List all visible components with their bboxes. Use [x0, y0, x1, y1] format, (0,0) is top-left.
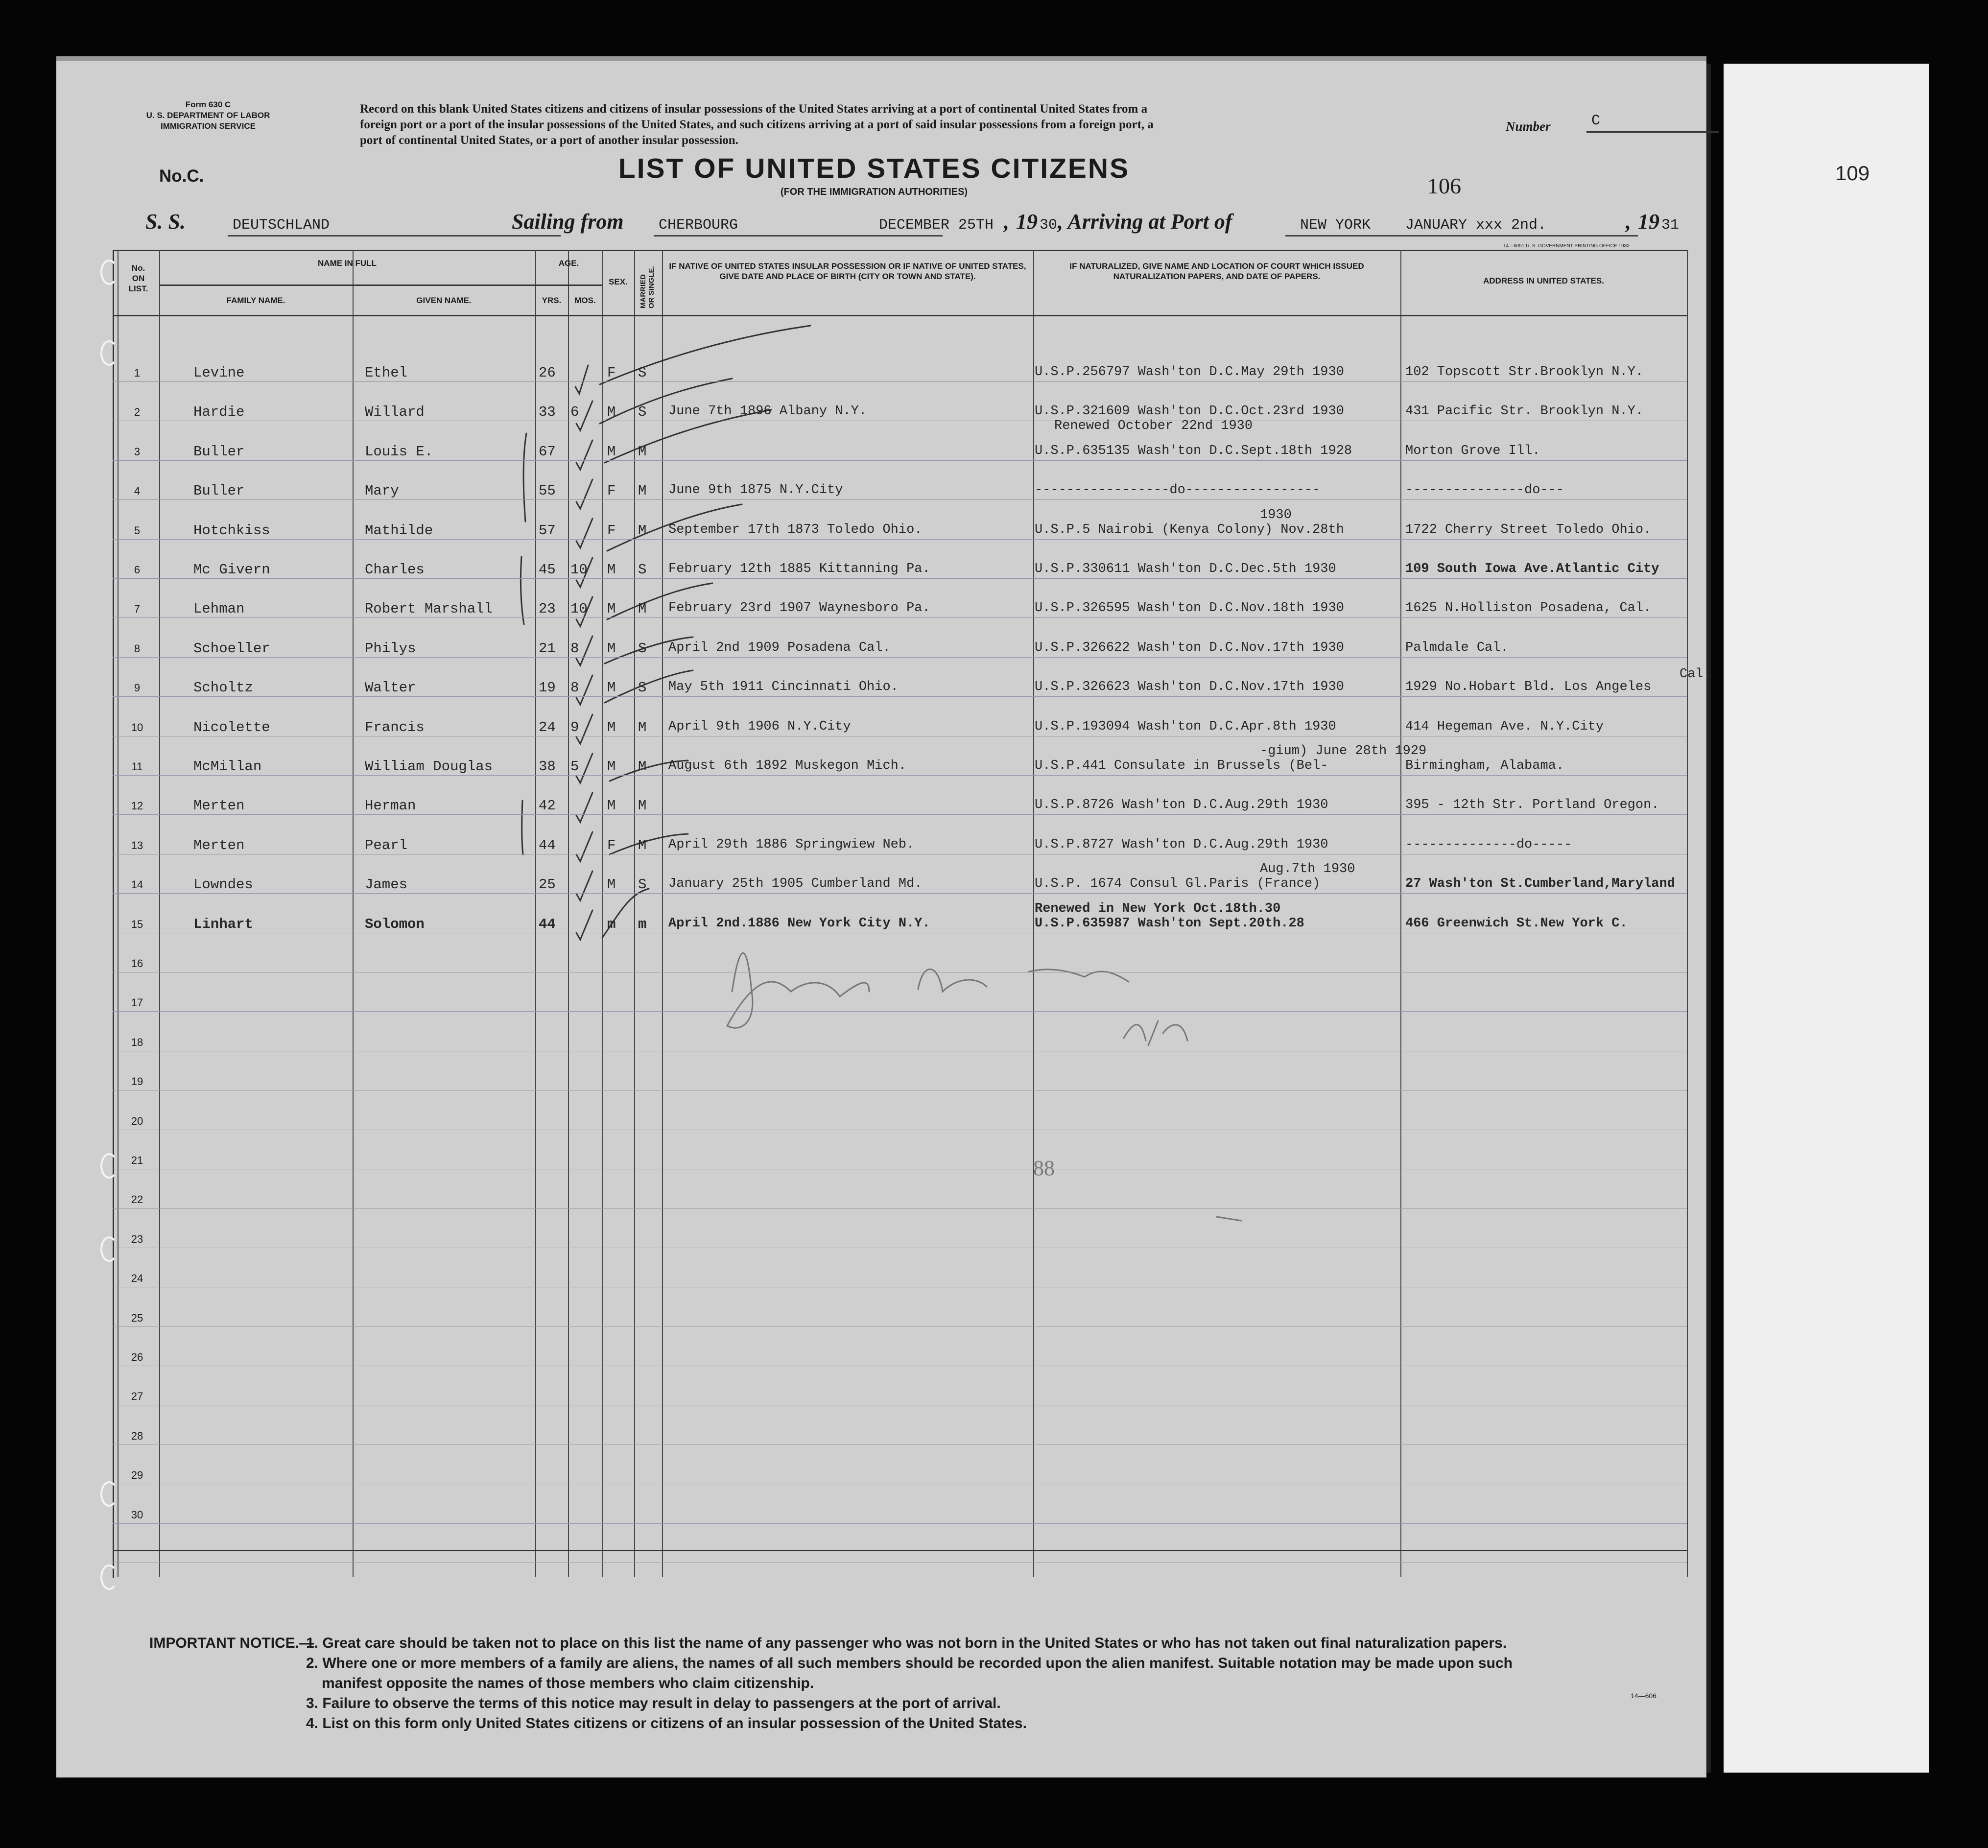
row-number: 25	[131, 1311, 143, 1324]
birth-info: April 29th 1886 Springwiew Neb.	[668, 837, 915, 852]
family-name: Linhart	[193, 916, 253, 932]
given-name: James	[365, 877, 408, 893]
row-number: 24	[131, 1272, 143, 1285]
arrive-year: 31	[1661, 217, 1680, 234]
age-years: 26	[539, 365, 556, 381]
number-label: Number	[1506, 119, 1551, 134]
sex: F	[607, 837, 616, 853]
marital-status: M	[638, 758, 647, 775]
given-name: William Douglas	[365, 758, 493, 775]
sex: M	[607, 719, 616, 735]
age-years: 67	[539, 443, 556, 460]
birth-info: June 7th 1896 Albany N.Y.	[668, 404, 867, 419]
naturalization-info: U.S.P.8726 Wash'ton D.C.Aug.29th 1930	[1035, 798, 1328, 813]
ss-label: S. S.	[145, 210, 186, 234]
depart-year: 30	[1040, 217, 1058, 234]
birth-info: September 17th 1873 Toledo Ohio.	[668, 522, 923, 537]
ruled-line	[113, 460, 1687, 461]
address: 1625 N.Holliston Posadena, Cal.	[1405, 601, 1652, 616]
address: 431 Pacific Str. Brooklyn N.Y.	[1405, 404, 1644, 419]
arriving-label: , Arriving at Port of	[1058, 210, 1232, 234]
row-number: 21	[131, 1154, 143, 1166]
age-years: 44	[539, 916, 556, 932]
naturalization-note: Aug.7th 1930	[1260, 862, 1355, 877]
given-name: Philys	[365, 640, 416, 657]
sex: M	[607, 680, 616, 696]
naturalization-info: U.S.P.321609 Wash'ton D.C.Oct.23rd 1930	[1035, 404, 1344, 419]
age-months: 8	[570, 680, 579, 696]
col-birth: IF NATIVE OF UNITED STATES INSULAR POSSESSION OR IF NATIVE OF UNITED STATES, GIVE DATE AND PLACE OF BIRTH (CITY OR TOWN AND STATE).	[669, 261, 1026, 281]
row-number: 12	[131, 800, 143, 812]
depart-date: DECEMBER 25TH	[879, 217, 994, 234]
sailing-from-label: Sailing from	[512, 210, 624, 234]
page-edge	[1707, 64, 1711, 1773]
family-name: Nicolette	[193, 719, 270, 735]
binder-hole	[100, 260, 118, 285]
row-number: 29	[131, 1469, 143, 1482]
row-number: 16	[131, 957, 143, 970]
marital-status: M	[638, 483, 647, 499]
ruled-line	[113, 893, 1687, 894]
row-number: 8	[134, 642, 141, 655]
arrive-date: JANUARY xxx 2nd.	[1405, 217, 1547, 234]
binder-hole	[100, 1481, 118, 1507]
marital-status: M	[638, 601, 647, 617]
birth-info: May 5th 1911 Cincinnati Ohio.	[668, 680, 899, 695]
page-number: 106	[1427, 173, 1461, 198]
port-from: CHERBOURG	[659, 217, 738, 234]
ruled-line	[113, 1011, 1687, 1012]
ruled-line	[113, 657, 1687, 658]
address: 102 Topscott Str.Brooklyn N.Y.	[1405, 365, 1644, 379]
marital-status: M	[638, 443, 647, 460]
sex: F	[607, 483, 616, 499]
naturalization-info: U.S.P.635987 Wash'ton Sept.20th.28	[1035, 916, 1304, 931]
family-name: Hardie	[193, 404, 245, 421]
address-note: Cal.	[1680, 667, 1711, 682]
row-number: 6	[134, 564, 141, 576]
margin-mark: 88	[1033, 1156, 1055, 1180]
col-mos: MOS.	[574, 296, 596, 305]
naturalization-info: -----------------do-----------------	[1035, 483, 1321, 498]
row-number: 15	[131, 918, 143, 930]
row-number: 30	[131, 1508, 143, 1521]
age-years: 57	[539, 522, 556, 539]
ruled-line	[113, 696, 1687, 697]
address: 1722 Cherry Street Toledo Ohio.	[1405, 522, 1652, 537]
naturalization-info: U.S.P. 1674 Consul Gl.Paris (France)	[1035, 877, 1321, 892]
address: --------------do-----	[1405, 837, 1572, 852]
ruled-line	[113, 1523, 1687, 1524]
family-name: Levine	[193, 365, 245, 381]
marital-status: S	[638, 404, 647, 421]
row-number: 11	[131, 760, 143, 773]
naturalization-info: U.S.P.256797 Wash'ton D.C.May 29th 1930	[1035, 365, 1344, 379]
naturalization-info: U.S.P.326622 Wash'ton D.C.Nov.17th 1930	[1035, 640, 1344, 655]
row-number: 17	[131, 996, 143, 1009]
age-years: 44	[539, 837, 556, 853]
marital-status: m	[638, 916, 647, 932]
marital-status: M	[638, 522, 647, 539]
family-name: Buller	[193, 443, 245, 460]
row-number: 5	[134, 524, 141, 537]
address: ---------------do---	[1405, 483, 1564, 498]
sex: F	[607, 365, 616, 381]
col-yrs: YRS.	[542, 296, 562, 305]
marital-status: M	[638, 798, 647, 814]
family-name: Merten	[193, 798, 245, 814]
address: 395 - 12th Str. Portland Oregon.	[1405, 798, 1659, 813]
col-no: No. ON LIST.	[128, 263, 148, 293]
number-value: C	[1591, 113, 1601, 129]
form-instructions: Record on this blank United States citizens and citizens of insular possessions of the United States arriving at a port of continental United States from a foreign port or a port of the insular possessions of the United States, and such citizens arriving at a port of said insular possessions from a foreign port, a port of continental United States, or a port of another insular possession.	[360, 102, 1154, 147]
address: 109 South Iowa Ave.Atlantic City	[1405, 562, 1659, 576]
marital-status: S	[638, 365, 647, 381]
family-name: Scholtz	[193, 680, 253, 696]
col-address: ADDRESS IN UNITED STATES.	[1483, 276, 1604, 285]
marital-status: S	[638, 640, 647, 657]
address: Palmdale Cal.	[1405, 640, 1509, 655]
age-years: 23	[539, 601, 556, 617]
sex: M	[607, 758, 616, 775]
col-given-name: GIVEN NAME.	[416, 296, 472, 305]
row-number: 13	[131, 839, 143, 852]
given-name: Louis E.	[365, 443, 433, 460]
sex: F	[607, 522, 616, 539]
birth-info: April 2nd 1909 Posadena Cal.	[668, 640, 891, 655]
naturalization-renewal: Renewed October 22nd 1930	[1054, 419, 1253, 434]
row-number: 27	[131, 1390, 143, 1403]
age-years: 55	[539, 483, 556, 499]
naturalization-info: U.S.P.326623 Wash'ton D.C.Nov.17th 1930	[1035, 680, 1344, 695]
form-identifier: Form 630 C U. S. DEPARTMENT OF LABOR IMMIGRATION SERVICE	[146, 100, 270, 131]
age-years: 24	[539, 719, 556, 735]
row-number: 2	[134, 406, 141, 419]
sex: M	[607, 798, 616, 814]
port-to: NEW YORK	[1300, 217, 1371, 234]
given-name: Herman	[365, 798, 416, 814]
marital-status: S	[638, 877, 647, 893]
col-naturalized: IF NATURALIZED, GIVE NAME AND LOCATION OF COURT WHICH ISSUED NATURALIZATION PAPERS, AND DATE OF PAPERS.	[1069, 261, 1364, 281]
birth-info: April 2nd.1886 New York City N.Y.	[668, 916, 930, 931]
age-months: 10	[570, 601, 588, 617]
manifest-sheet: Form 630 C U. S. DEPARTMENT OF LABOR IMMIGRATION SERVICE Record on this blank United States citizens and citizens of insular possessions of the United States arriving at a port of continental United States from a foreign port or a port of the insular possessions of the United States, and such citizens arriving at a port of said insular possessions from a foreign port, a port of continental United States, or a port of another insular possession. Number C No.C. LIST OF UNITED STATES CITIZENS (FOR THE IMMIGRATION AUTHORITIES) 106 S. S. DEUTSCHLAND Sailing from CHERBOURG DECEMBER 25TH , 19 30 , Arriving at Port of NEW YORK JANUARY xxx 2nd. , 19 31 14—6051 U. S. GOVERNMENT PRINTING OFFICE 1930 No. ON LIST. NAME IN FULL FAMILY NAME. GIVEN NAME. AGE. YRS. MOS. SEX. MARRIED OR SINGLE. IF NATIVE OF UNITED STATES INSULAR POSSESSION OR IF NATIVE OF UNITED STATES, GIVE DATE AND PLACE OF BIRTH (CITY OR TOWN AND STATE). IF NATURALIZED, GIVE NAME AND LOCATION OF COURT WHICH ISSUED NATURALIZATION PAPERS, AND DATE OF PAPERS. ADDRESS IN UNITED STATES. 88 IMPORTANT NOTICE.— 1. Great care should be taken not to place on this list the name of any passenger who was not born in the United States or who has not taken out final naturalization papers. 2. Where one or more members of a family are aliens, the names of all such members should be recorded upon the alien manifest. Suitable notation may be made upon such manifest opposite the names of those members who claim citizenship. 3. Failure to observe the terms of this notice may result in delay to passengers at the port of arrival. 4. List on this form only United States citizens or citizens of an insular possession of the United States. 14—606 1 Levine Ethel 26 F S U.S.P.256797 Wash'ton D.C.May 29th 1930 102 Topscott Str.Brooklyn N.Y. 2 Hardie Willard 33 6 M S June 7th 1896 Albany N.Y. U.S.P.321609 Wash'ton D.C.Oct.23rd 1930 Renewed October 22nd 1930 431 Pacific Str. Brooklyn N.Y. 3 Buller Louis E. 67 M M U.S.P.635135 Wash'ton D.C.Sept.18th 1928 Morton Grove Ill. 4 Buller Mary 55 F M June 9th 1875 N.Y.City -----------------do----------------- ---------------do--- 5 Hotchkiss Mathilde 57 F M September 17th 1873 Toledo Ohio. U.S.P.5 Nairobi (Kenya Colony) Nov.28th 1930 1722 Cherry Street Toledo Ohio. 6 Mc Givern Charles 45 10 M S February 12th 1885 Kittanning Pa. U.S.P.330611 Wash'ton D.C.Dec.5th 1930 109 South Iowa Ave.Atlantic City 7 Lehman Robert Marshall 23 10 M M February 23rd 1907 Waynesboro Pa. U.S.P.326595 Wash'ton D.C.Nov.18th 1930 1625 N.Holliston Posadena, Cal. 8 Schoeller Philys 21 8 M S April 2nd 1909 Posadena Cal. U.S.P.326622 Wash'ton D.C.Nov.17th 1930 Palmdale Cal. 9 Scholtz Walter 19 8 M S May 5th 1911 Cincinnati Ohio. U.S.P.326623 Wash'ton D.C.Nov.17th 1930 1929 No.Hobart Bld. Los Angeles Cal. 10 Nicolette Francis 24 9 M M April 9th 1906 N.Y.City U.S.P.193094 Wash'ton D.C.Apr.8th 1930 414 Hegeman Ave. N.Y.City 11 McMillan William Douglas 38 5 M M August 6th 1892 Muskegon Mich. U.S.P.441 Consulate in Brussels (Bel- -gium) June 28th 1929 Birmingham, Alabama. 12 Merten Herman 42 M M U.S.P.8726 Wash'ton D.C.Aug.29th 1930 395 - 12th Str. Portland Oregon. 13 Merten Pearl 44 F M April 29th 1886 Springwiew Neb. U.S.P.8727 Wash'ton D.C.Aug.29th 1930 --------------do----- 14 Lowndes James 25 M S January 25th 1905 Cumberland Md. U.S.P. 1674 Consul Gl.Paris (France) Aug.7th 1930 27 Wash'ton St.Cumberland,Maryland 15 Linhart Solomon 44 m m April 2nd.1886 New York City N.Y. U.S.P.635987 Wash'ton Sept.20th.28 Renewed in New York Oct.18th.30 466 Greenwich St.New York C. 16 17 18 19 20 21 22 23 24 25 26 27 28 29 30	[56, 56, 1706, 1777]
age-months: 5	[570, 758, 579, 775]
naturalization-info: U.S.P.326595 Wash'ton D.C.Nov.18th 1930	[1035, 601, 1344, 616]
row-number: 9	[134, 682, 141, 694]
row-number: 1	[134, 367, 141, 379]
given-name: Willard	[365, 404, 425, 421]
family-name: Merten	[193, 837, 245, 853]
birth-info: August 6th 1892 Muskegon Mich.	[668, 758, 907, 773]
given-name: Robert Marshall	[365, 601, 493, 617]
print-code: 14—606	[1631, 1692, 1657, 1700]
row-number: 22	[131, 1193, 143, 1206]
page-title: LIST OF UNITED STATES CITIZENS	[618, 153, 1130, 184]
binder-hole	[100, 340, 118, 366]
sex: M	[607, 640, 616, 657]
marital-status: M	[638, 719, 647, 735]
col-sex: SEX.	[609, 277, 628, 286]
binder-hole	[100, 1236, 118, 1262]
row-number: 10	[131, 721, 143, 734]
given-name: Solomon	[365, 916, 425, 932]
given-name: Mathilde	[365, 522, 433, 539]
birth-info: June 9th 1875 N.Y.City	[668, 483, 843, 498]
age-years: 33	[539, 404, 556, 421]
family-name: Lehman	[193, 601, 245, 617]
sex: M	[607, 877, 616, 893]
row-number: 3	[134, 445, 141, 458]
address: Morton Grove Ill.	[1405, 443, 1540, 458]
age-months: 8	[570, 640, 579, 657]
age-years: 42	[539, 798, 556, 814]
age-years: 19	[539, 680, 556, 696]
col-family-name: FAMILY NAME.	[226, 296, 285, 305]
age-years: 38	[539, 758, 556, 775]
ruled-line	[113, 814, 1687, 815]
naturalization-note: Renewed in New York Oct.18th.30	[1035, 901, 1281, 916]
birth-info: January 25th 1905 Cumberland Md.	[668, 877, 923, 892]
address: Birmingham, Alabama.	[1405, 758, 1564, 773]
given-name: Pearl	[365, 837, 408, 853]
edge-page-number: 109	[1835, 162, 1870, 185]
sex: M	[607, 562, 616, 578]
birth-info: February 12th 1885 Kittanning Pa.	[668, 562, 930, 576]
address: 1929 No.Hobart Bld. Los Angeles	[1405, 680, 1652, 695]
ruled-line	[113, 775, 1687, 776]
family-name: Mc Givern	[193, 562, 270, 578]
row-number: 19	[131, 1075, 143, 1088]
col-married-or-single: MARRIED OR SINGLE.	[639, 266, 656, 308]
address: 414 Hegeman Ave. N.Y.City	[1405, 719, 1604, 734]
sex: M	[607, 443, 616, 460]
sex: m	[607, 916, 616, 932]
naturalization-info: U.S.P.8727 Wash'ton D.C.Aug.29th 1930	[1035, 837, 1328, 852]
address: 466 Greenwich St.New York C.	[1405, 916, 1628, 931]
birth-info: April 9th 1906 N.Y.City	[668, 719, 851, 734]
ruled-line	[113, 499, 1687, 500]
col-age: AGE.	[558, 259, 579, 268]
binder-hole	[100, 1153, 118, 1179]
naturalization-info: U.S.P.5 Nairobi (Kenya Colony) Nov.28th	[1035, 522, 1344, 537]
row-number: 18	[131, 1036, 143, 1048]
family-name: Lowndes	[193, 877, 253, 893]
age-months: 9	[570, 719, 579, 735]
col-name-in-full: NAME IN FULL	[318, 259, 377, 268]
family-name: Hotchkiss	[193, 522, 270, 539]
row-number: 28	[131, 1429, 143, 1442]
marital-status: S	[638, 562, 647, 578]
given-name: Walter	[365, 680, 416, 696]
row-number: 20	[131, 1114, 143, 1127]
ruled-line	[113, 617, 1687, 618]
given-name: Francis	[365, 719, 425, 735]
list-number: No.C.	[159, 166, 204, 186]
family-name: Schoeller	[193, 640, 270, 657]
row-number: 4	[134, 485, 141, 498]
marital-status: S	[638, 680, 647, 696]
row-number: 7	[134, 603, 141, 616]
row-number: 14	[131, 878, 143, 891]
naturalization-note: 1930	[1260, 507, 1292, 522]
age-years: 25	[539, 877, 556, 893]
naturalization-info: U.S.P.635135 Wash'ton D.C.Sept.18th 1928	[1035, 443, 1352, 458]
age-years: 21	[539, 640, 556, 657]
row-number: 23	[131, 1232, 143, 1245]
naturalization-info: U.S.P.193094 Wash'ton D.C.Apr.8th 1930	[1035, 719, 1336, 734]
naturalization-note: -gium) June 28th 1929	[1260, 744, 1427, 758]
back-page	[1724, 64, 1929, 1773]
naturalization-info: U.S.P.330611 Wash'ton D.C.Dec.5th 1930	[1035, 562, 1336, 576]
ship-name: DEUTSCHLAND	[233, 217, 330, 234]
ruled-line	[113, 381, 1687, 382]
sex: M	[607, 404, 616, 421]
age-years: 45	[539, 562, 556, 578]
page-subtitle: (FOR THE IMMIGRATION AUTHORITIES)	[780, 187, 968, 197]
address: 27 Wash'ton St.Cumberland,Maryland	[1405, 877, 1675, 892]
given-name: Ethel	[365, 365, 408, 381]
row-number: 26	[131, 1351, 143, 1363]
age-months: 6	[570, 404, 579, 421]
age-months: 10	[570, 562, 588, 578]
binder-hole	[100, 1564, 118, 1590]
given-name: Charles	[365, 562, 425, 578]
given-name: Mary	[365, 483, 399, 499]
sex: M	[607, 601, 616, 617]
ruled-line	[113, 539, 1687, 540]
birth-info: February 23rd 1907 Waynesboro Pa.	[668, 601, 930, 616]
marital-status: M	[638, 837, 647, 853]
family-name: McMillan	[193, 758, 262, 775]
ruled-line	[113, 578, 1687, 579]
family-name: Buller	[193, 483, 245, 499]
naturalization-info: U.S.P.441 Consulate in Brussels (Bel-	[1035, 758, 1328, 773]
